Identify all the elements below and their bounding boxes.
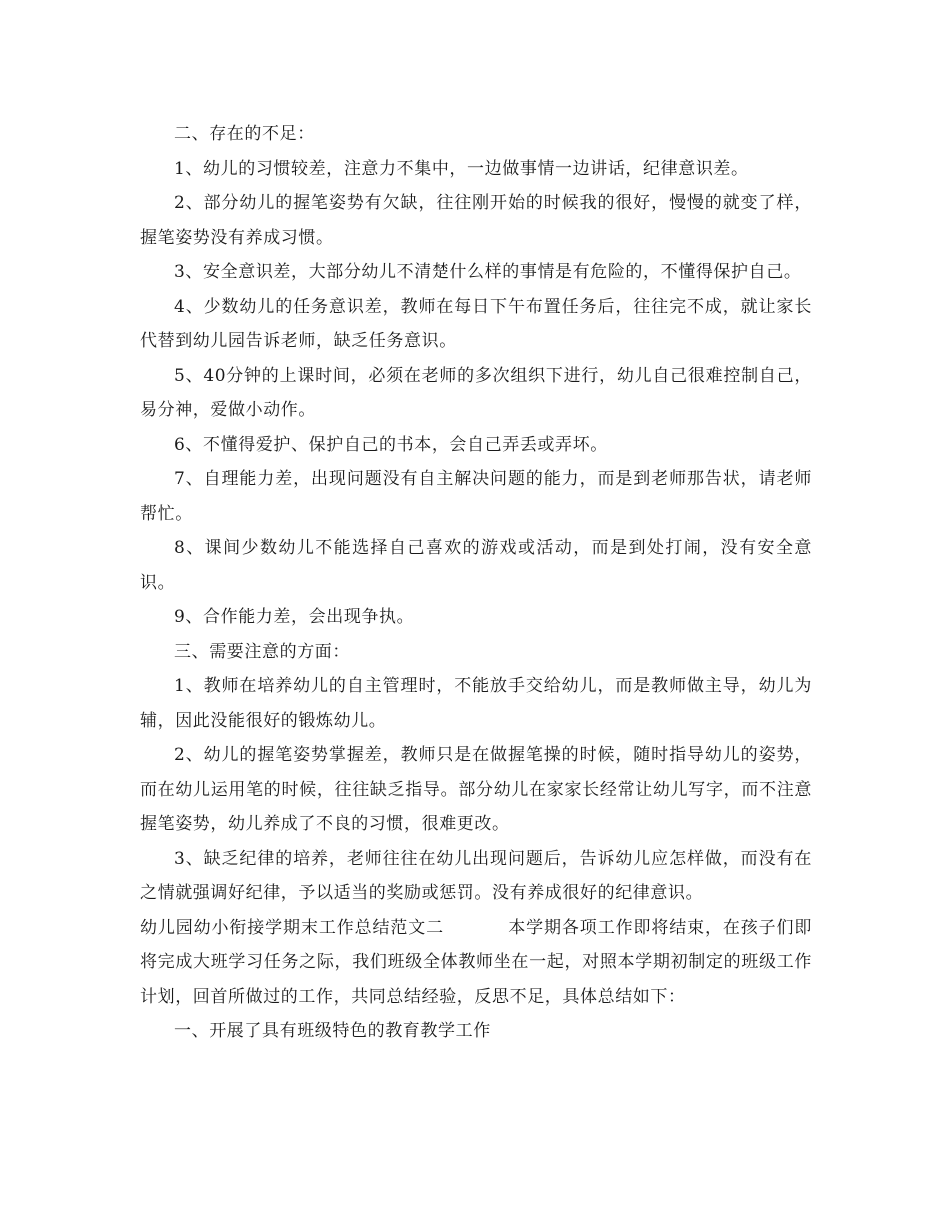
article-intro: 本学期各项工作即将结束，在孩子们即将完成大班学习任务之际，我们班级全体教师坐在一起，对照本学期初制定的班级工作计划，回首所做过的工作，共同总结经验，反思不足，具体总结如下： xyxy=(140,917,812,1007)
paragraph: 7、自理能力差，出现问题没有自主解决问题的能力，而是到老师那告状，请老师帮忙。 xyxy=(140,469,812,524)
paragraph: 5、40分钟的上课时间，必须在老师的多次组织下进行，幼儿自己很难控制自己，易分神，爱做小动作。 xyxy=(140,365,812,420)
paragraph: 6、不懂得爱护、保护自己的书本，会自己弄丢或弄坏。 xyxy=(174,434,608,455)
paragraph: 2、部分幼儿的握笔姿势有欠缺，往往刚开始的时候我的很好，慢慢的就变了样，握笔姿势没有养成习惯。 xyxy=(140,193,812,248)
paragraph: 4、少数幼儿的任务意识差，教师在每日下午布置任务后，往往完不成，就让家长代替到幼儿园告诉老师，缺乏任务意识。 xyxy=(140,296,812,351)
paragraph: 3、缺乏纪律的培养，老师往往在幼儿出现问题后，告诉幼儿应怎样做，而没有在之情就强调好纪律，予以适当的奖励或惩罚。没有养成很好的纪律意识。 xyxy=(140,848,812,903)
section-heading-teaching: 一、开展了具有班级特色的教育教学工作 xyxy=(174,1021,491,1041)
section-heading-shortcomings: 二、存在的不足： xyxy=(174,124,315,144)
paragraph: 8、课间少数幼儿不能选择自己喜欢的游戏或活动，而是到处打闹，没有安全意识。 xyxy=(140,538,812,593)
article-title: 幼儿园幼小衔接学期末工作总结范文二 xyxy=(140,917,444,938)
paragraph: 1、幼儿的习惯较差，注意力不集中，一边做事情一边讲话，纪律意识差。 xyxy=(174,158,749,179)
paragraph: 2、幼儿的握笔姿势掌握差，教师只是在做握笔操的时候，随时指导幼儿的姿势，而在幼儿运用笔的时候，往往缺乏指导。部分幼儿在家家长经常让幼儿写字，而不注意握笔姿势，幼儿养成了不良的习惯，很难更改。 xyxy=(140,745,812,834)
article-title-paragraph xyxy=(140,911,812,1015)
paragraph: 9、合作能力差，会出现争执。 xyxy=(174,607,415,627)
section-heading-attention: 三、需要注意的方面： xyxy=(174,641,350,662)
document-body xyxy=(140,117,812,1049)
paragraph: 3、安全意识差，大部分幼儿不清楚什么样的事情是有危险的，不懂得保护自己。 xyxy=(174,262,802,282)
paragraph: 1、教师在培养幼儿的自主管理时，不能放手交给幼儿，而是教师做主导，幼儿为辅，因此没能很好的锻炼幼儿。 xyxy=(140,676,812,731)
